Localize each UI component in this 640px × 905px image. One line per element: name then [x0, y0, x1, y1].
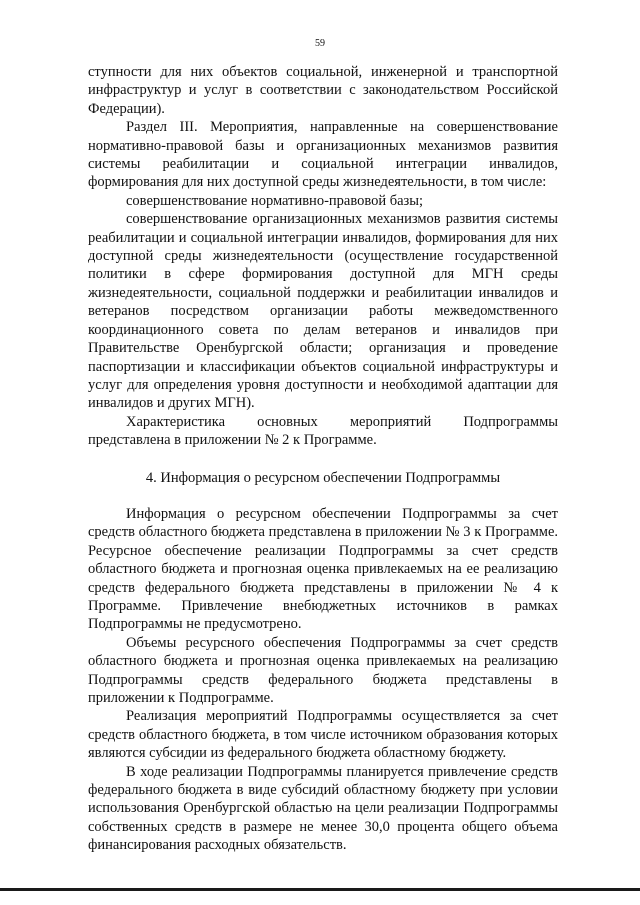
paragraph-federal-subsidies: В ходе реализации Подпрограммы планируется привлечение средств федерального бюджета в виде субсидий областному бюджету при условии использования Оренбургской областью на цели реализации Подпрограммы собственных средств в размере не менее 30,0 процента общего объема финансирования расходных обязательств. [88, 763, 558, 854]
paragraph-legal-base: совершенствование нормативно-правовой базы; [126, 192, 424, 209]
paragraph-resource-volumes: Объемы ресурсного обеспечения Подпрограммы за счет средств областного бюджета и прогнозная оценка привлекаемых на реализацию Подпрограммы средств федерального бюджета представлены в приложении к Подпрограмме. [88, 634, 558, 706]
paragraph-org-mechanisms: совершенствование организационных механизмов развития системы реабилитации и социальной интеграции инвалидов, формирования для них доступной среды жизнедеятельности (осуществление государственной политики в сфере формирования доступной для МГН среды жизнедеятельности, социальной поддержки и реабилитации инвалидов и ветеранов посредством организации работы межведомственного координационного совета по делам ветеранов и инвалидов при Правительстве Оренбургской области; организация и проведение паспортизации и классификации объектов социальной инфраструктуры и услуг для определения уровня доступности и необходимой адаптации для инвалидов и других МГН). [88, 211, 558, 412]
paragraph-measures-characteristic: Характеристика основных мероприятий Подпрограммы представлена в приложении № 2 к Программе. [88, 413, 558, 449]
section-heading: 4. Информация о ресурсном обеспечении Подпрограммы [145, 469, 501, 486]
page-number: 59 [315, 38, 325, 49]
paragraph-continuation: ступности для них объектов социальной, инженерной и транспортной инфраструктур и услуг в соответствии с законодательством Российской Федерации). [88, 64, 558, 117]
document-body [88, 63, 558, 855]
paragraph-resource-info: Информация о ресурсном обеспечении Подпрограммы за счет средств областного бюджета представлена в приложении № 3 к Программе. Ресурсное обеспечение реализации Подпрограммы за счет средств областного бюджета и прогнозная оценка привлекаемых на ее реализацию средств федерального бюджета представлены в приложении № 4 к Программе. Привлечение внебюджетных источников в рамках Подпрограммы не предусмотрено. [88, 505, 558, 633]
bottom-rule [0, 888, 640, 891]
paragraph-section-iii: Раздел III. Мероприятия, направленные на совершенствование нормативно-правовой базы и организационных механизмов развития системы реабилитации и социальной интеграции инвалидов, формирования для них доступной среды жизнедеятельности, в том числе: [88, 119, 558, 191]
paragraph-implementation-funding: Реализация мероприятий Подпрограммы осуществляется за счет средств областного бюджета, в том числе источником образования которых являются субсидии из федерального бюджета областному бюджету. [88, 708, 558, 762]
